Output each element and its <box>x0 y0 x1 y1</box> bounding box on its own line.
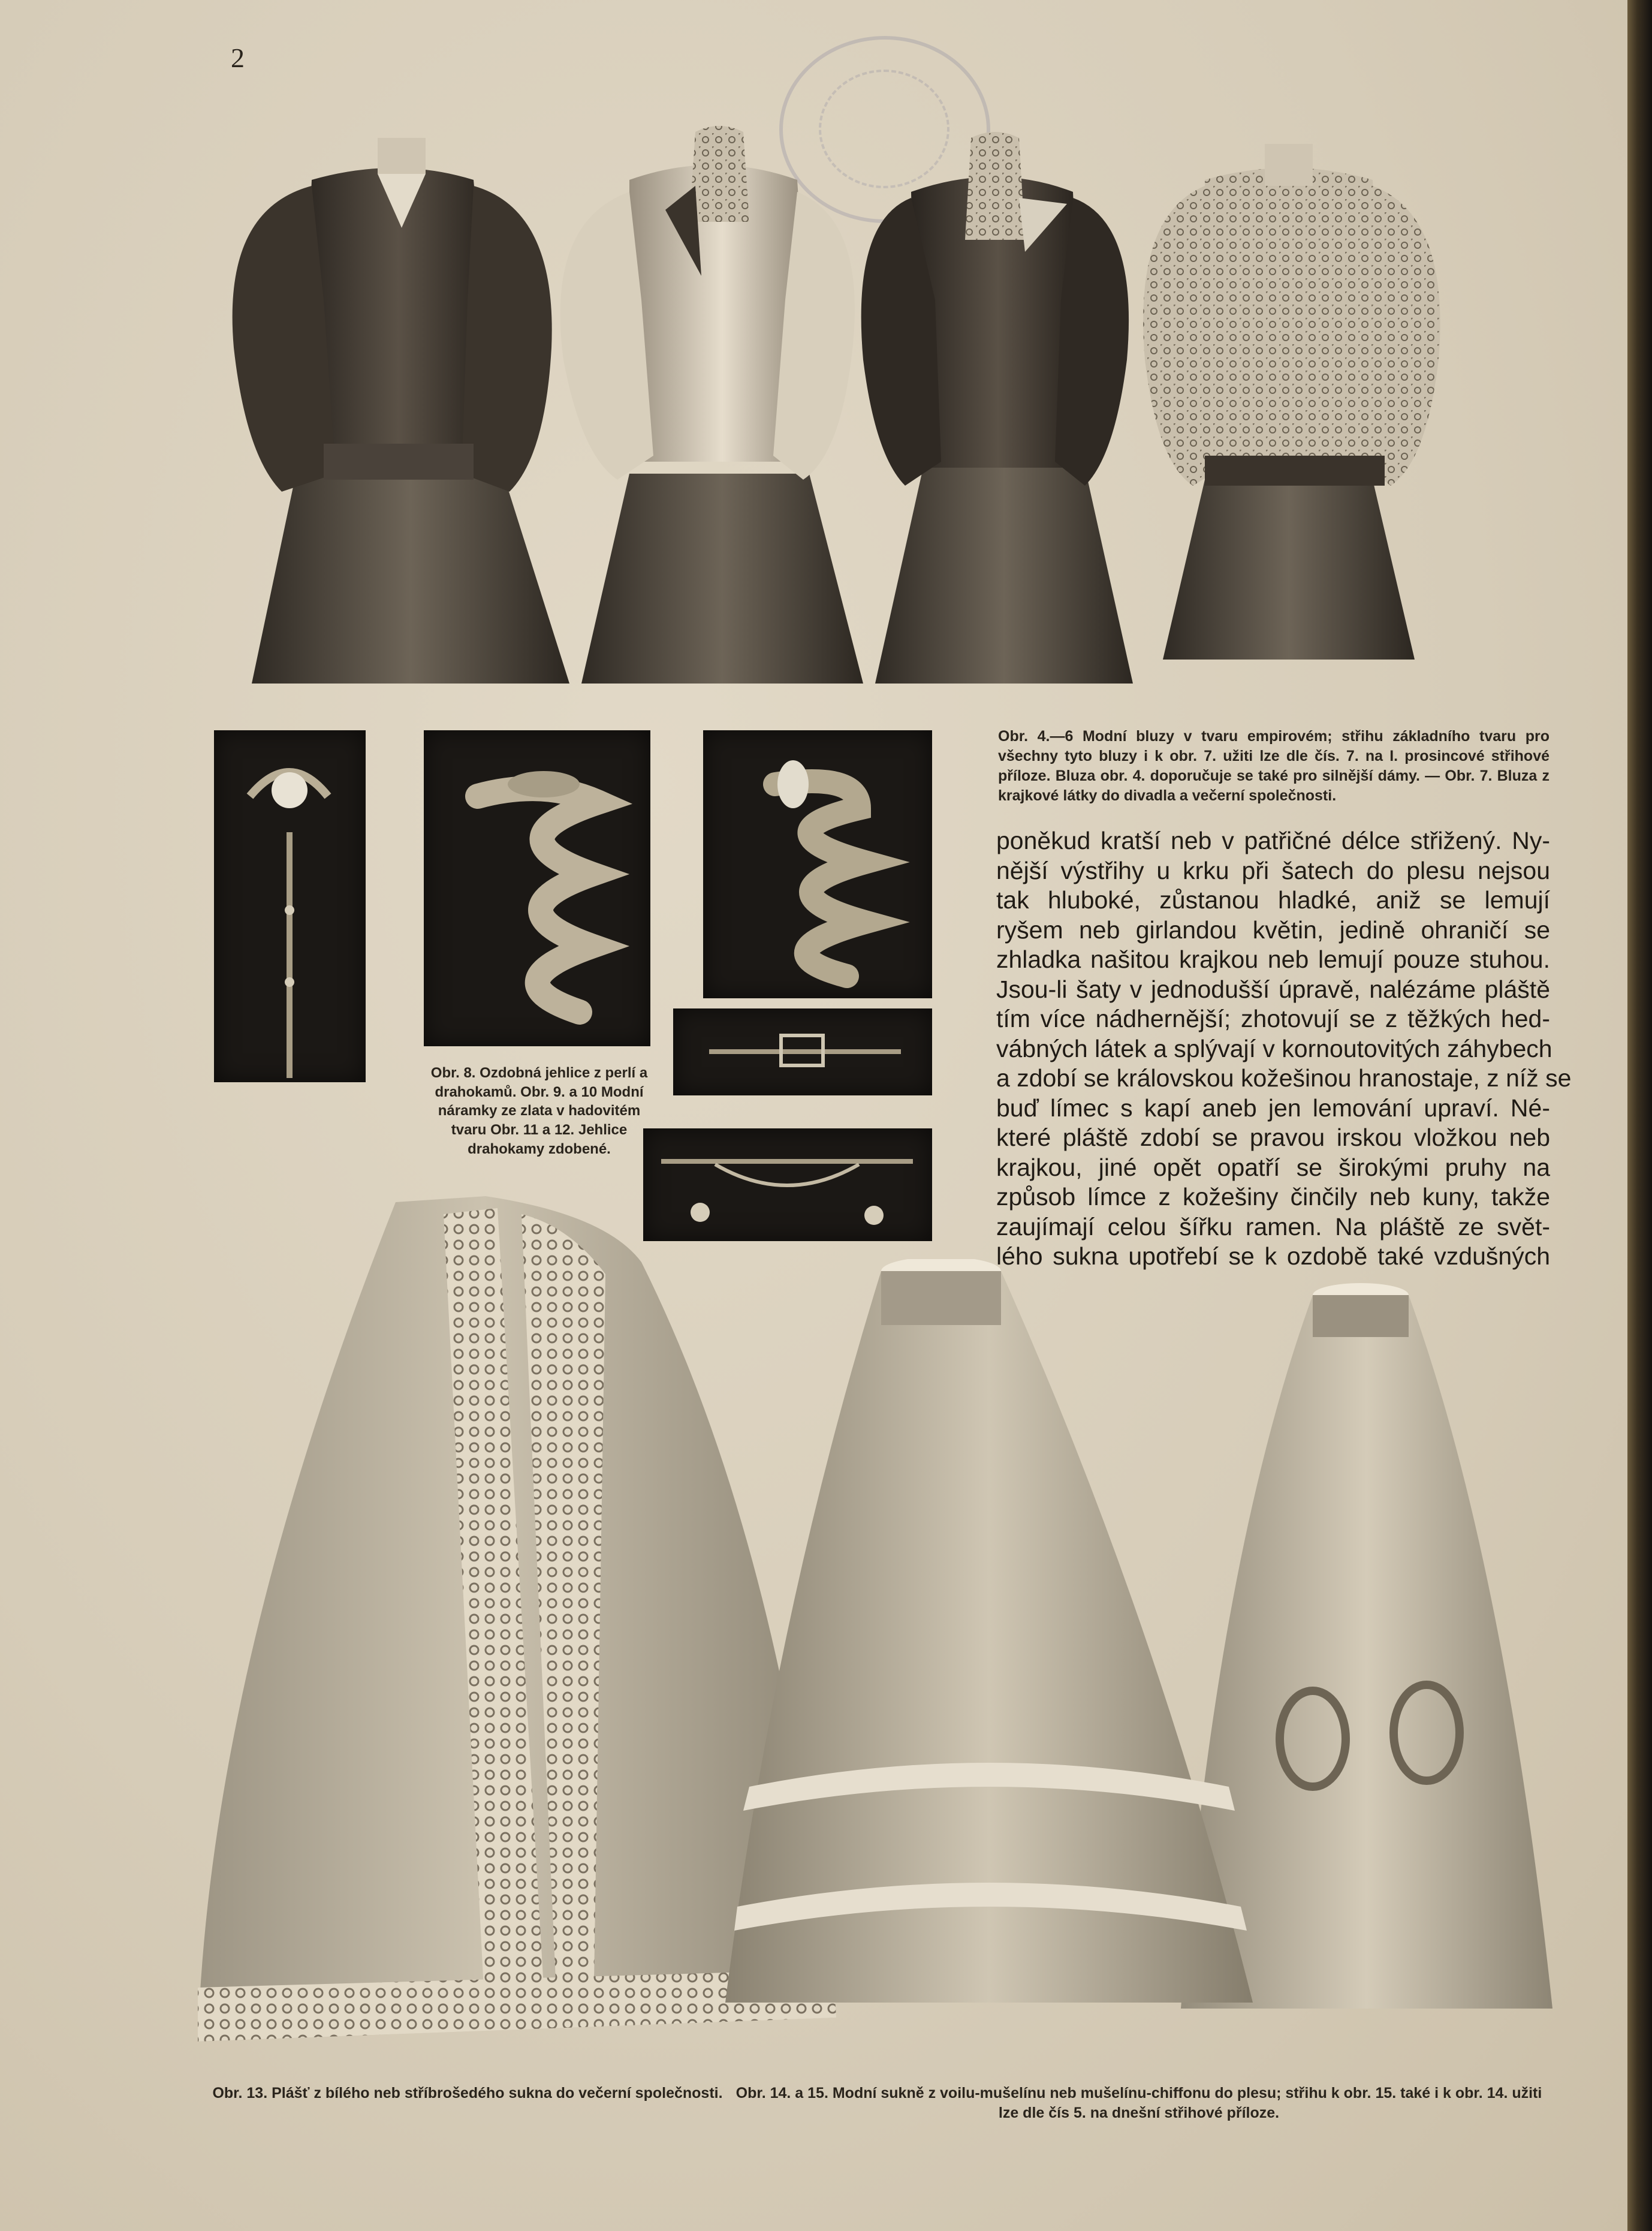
text-line: a zdobí se královskou kožešinou hranostaje, z níž se <box>996 1064 1572 1092</box>
text-line: ryšem neb girlandou květin, jedině ohraničí se <box>996 916 1550 944</box>
text-line: krajkou, jiné opět opatří se širokými pruhy na <box>996 1153 1550 1181</box>
text-line: lého sukna upotřebí se k ozdobě také vzdušných <box>996 1242 1550 1270</box>
blouse-figure-4 <box>233 138 569 684</box>
jewel-plate-bracelet-9 <box>424 730 650 1046</box>
text-line: způsob límce z kožešiny činčily neb kuny, takže <box>996 1183 1550 1211</box>
jewel-plate-bracelet-10 <box>703 730 932 998</box>
jewel-plate-pin-11 <box>673 1008 932 1095</box>
text-line: zaujímají celou šířku ramen. Na pláště ze svět- <box>996 1212 1550 1241</box>
skirts-illustration <box>725 1259 1564 2069</box>
jewel-plate-hairpin <box>214 730 366 1082</box>
article-text <box>996 826 1572 1272</box>
text-line: které pláště zdobí se pravou irskou vložkou neb <box>996 1124 1550 1151</box>
blouses-illustration <box>198 120 1576 684</box>
scan-edge <box>1627 0 1652 2231</box>
text-line: nější výstřihy u krku při šatech do plesu nejsou <box>996 856 1550 884</box>
blouse-figure-5 <box>560 126 863 684</box>
text-line: vábných látek a splývají v kornoutovitých záhybech <box>996 1034 1552 1062</box>
blouse-figure-6 <box>861 132 1133 684</box>
text-line: Jsou-li šaty v jednodušší úpravě, nalézáme pláště <box>996 975 1550 1003</box>
caption-skirts: Obr. 14. a 15. Modní sukně z voilu-mušelínu neb mušelínu-chiffonu do plesu; střihu k obr. 15. také i k obr. 14. užiti lze dle čís 5. na dnešní střihové příloze. <box>735 2085 1542 2121</box>
blouse-figure-7 <box>1143 144 1440 660</box>
text-line: buď límec s kapí aneb jen lemování upraví. Né- <box>996 1094 1550 1122</box>
caption-blouses: Obr. 4.—6 Modní bluzy v tvaru empirovém; střihu základního tvaru pro všechny tyto bluzy i k obr. 7. užiti lze dle čís. 7. na I. prosincové střihové příloze. Bluza obr. 4. doporučuje se také pro silnější dámy. — Obr. 7. Bluza z krajkové látky do divadla a večerní společnosti. <box>998 728 1549 804</box>
caption-cape: Obr. 13. Plášť z bílého neb stříbrošedého sukna do večerní společnosti. <box>212 2085 723 2101</box>
text-line: tak hluboké, zůstanou hladké, aniž se lemují <box>996 886 1550 914</box>
page-number: 2 <box>231 43 245 73</box>
text-line: tím více nádhernější; zhotovují se z těžkých hed- <box>996 1005 1550 1032</box>
text-line: zhladka našitou krajkou neb lemují pouze stuhou. <box>996 946 1550 973</box>
text-line: poněkud kratší neb v patřičné délce střižený. Ny- <box>996 827 1550 854</box>
caption-jewelry: Obr. 8. Ozdobná jehlice z perlí a drahokamů. Obr. 9. a 10 Modní náramky ze zlata v hadovitém tvaru Obr. 11 a 12. Jehlice drahokamy zdobené. <box>430 1065 648 1157</box>
